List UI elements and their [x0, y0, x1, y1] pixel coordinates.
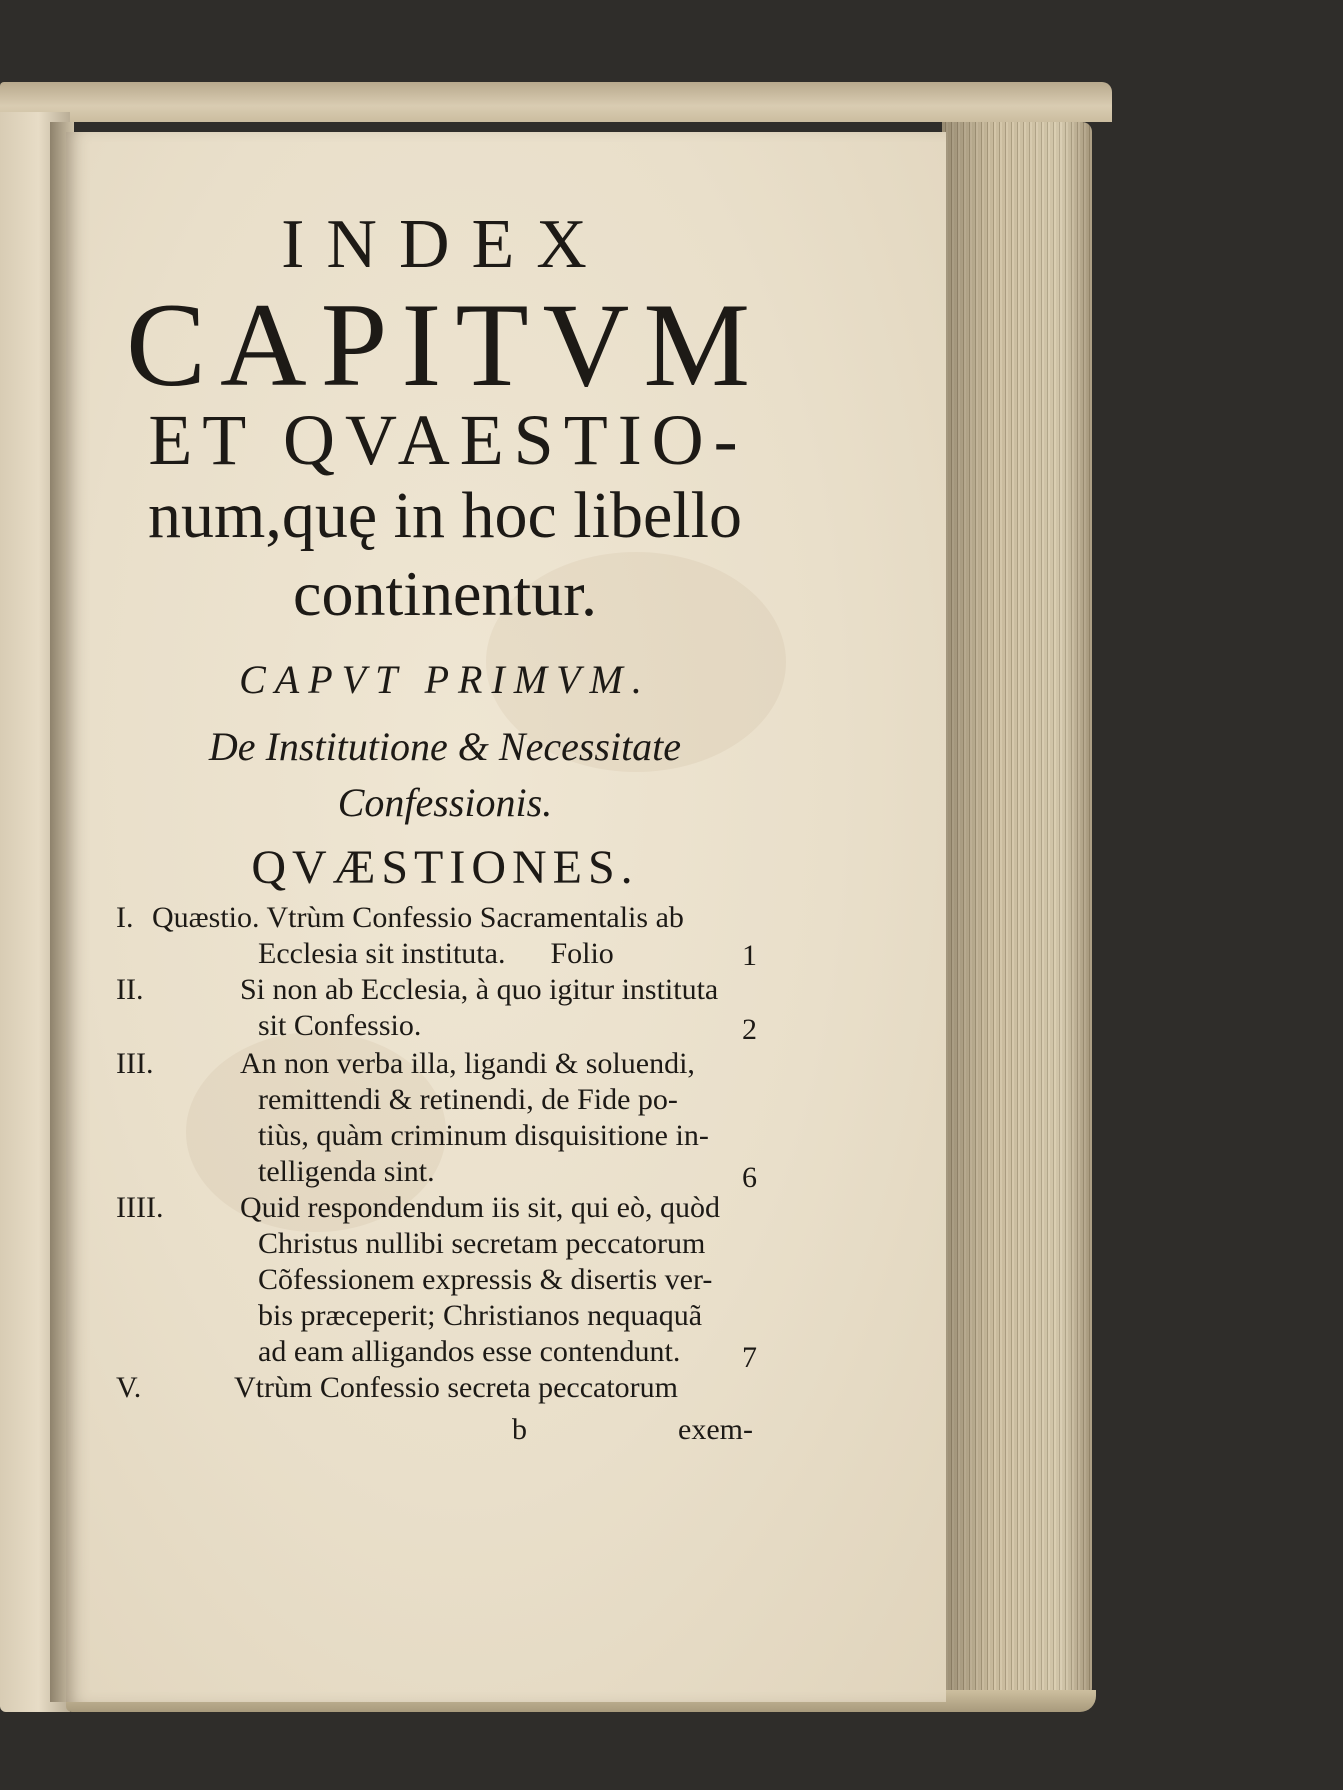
- question-line: Ecclesia sit instituta. Folio: [258, 937, 614, 970]
- signature-mark: b: [512, 1413, 527, 1446]
- page-reference: 7: [742, 1341, 757, 1374]
- question-line: Vtrùm Confessio secreta peccatorum: [234, 1371, 679, 1404]
- question-number: IIII.: [116, 1191, 164, 1224]
- question-line: Si non ab Ecclesia, à quo igitur instituta: [240, 973, 719, 1006]
- question-line: ad eam alligandos esse contendunt.: [258, 1335, 681, 1368]
- title-index: INDEX: [281, 206, 609, 283]
- title-capitum: CAPITVM: [125, 278, 765, 411]
- catchword: exem-: [678, 1413, 753, 1446]
- question-number: II.: [116, 973, 144, 1006]
- page-reference: 6: [742, 1161, 757, 1194]
- title-quaestio: ET QVAESTIO-: [148, 400, 748, 480]
- question-line: Quæstio. Vtrùm Confessio Sacramentalis ab: [152, 901, 684, 934]
- question-line: remittendi & retinendi, de Fide po-: [258, 1083, 678, 1116]
- quaestiones-heading: QVÆSTIONES.: [251, 841, 639, 894]
- page-reference: 1: [742, 939, 757, 972]
- page-reference: 2: [742, 1013, 757, 1046]
- chapter-subtitle-line1: De Institutione & Necessitate: [208, 724, 682, 769]
- question-line: Quid respondendum iis sit, qui eò, quòd: [240, 1191, 720, 1224]
- question-number: I.: [116, 901, 134, 934]
- question-line: sit Confessio.: [258, 1009, 422, 1042]
- question-line: bis præceperit; Christianos nequaquã: [258, 1299, 703, 1332]
- question-number: V.: [116, 1371, 142, 1404]
- title-continentur: continentur.: [293, 558, 597, 629]
- question-line: telligenda sint.: [258, 1155, 435, 1188]
- question-line: Cõfessionem expressis & disertis ver-: [258, 1263, 713, 1296]
- question-line: tiùs, quàm criminum disquisitione in-: [258, 1119, 709, 1152]
- fore-edge-shade: [942, 122, 1092, 1702]
- question-line: Christus nullibi secretam peccatorum: [258, 1227, 706, 1260]
- title-num-que: num,quę in hoc libello: [148, 479, 742, 552]
- book-top-edge: [0, 82, 1112, 122]
- chapter-title: CAPVT PRIMVM.: [239, 657, 651, 702]
- question-number: III.: [116, 1047, 154, 1080]
- question-line: An non verba illa, ligandi & soluendi,: [240, 1047, 695, 1080]
- chapter-subtitle-line2: Confessionis.: [337, 780, 553, 825]
